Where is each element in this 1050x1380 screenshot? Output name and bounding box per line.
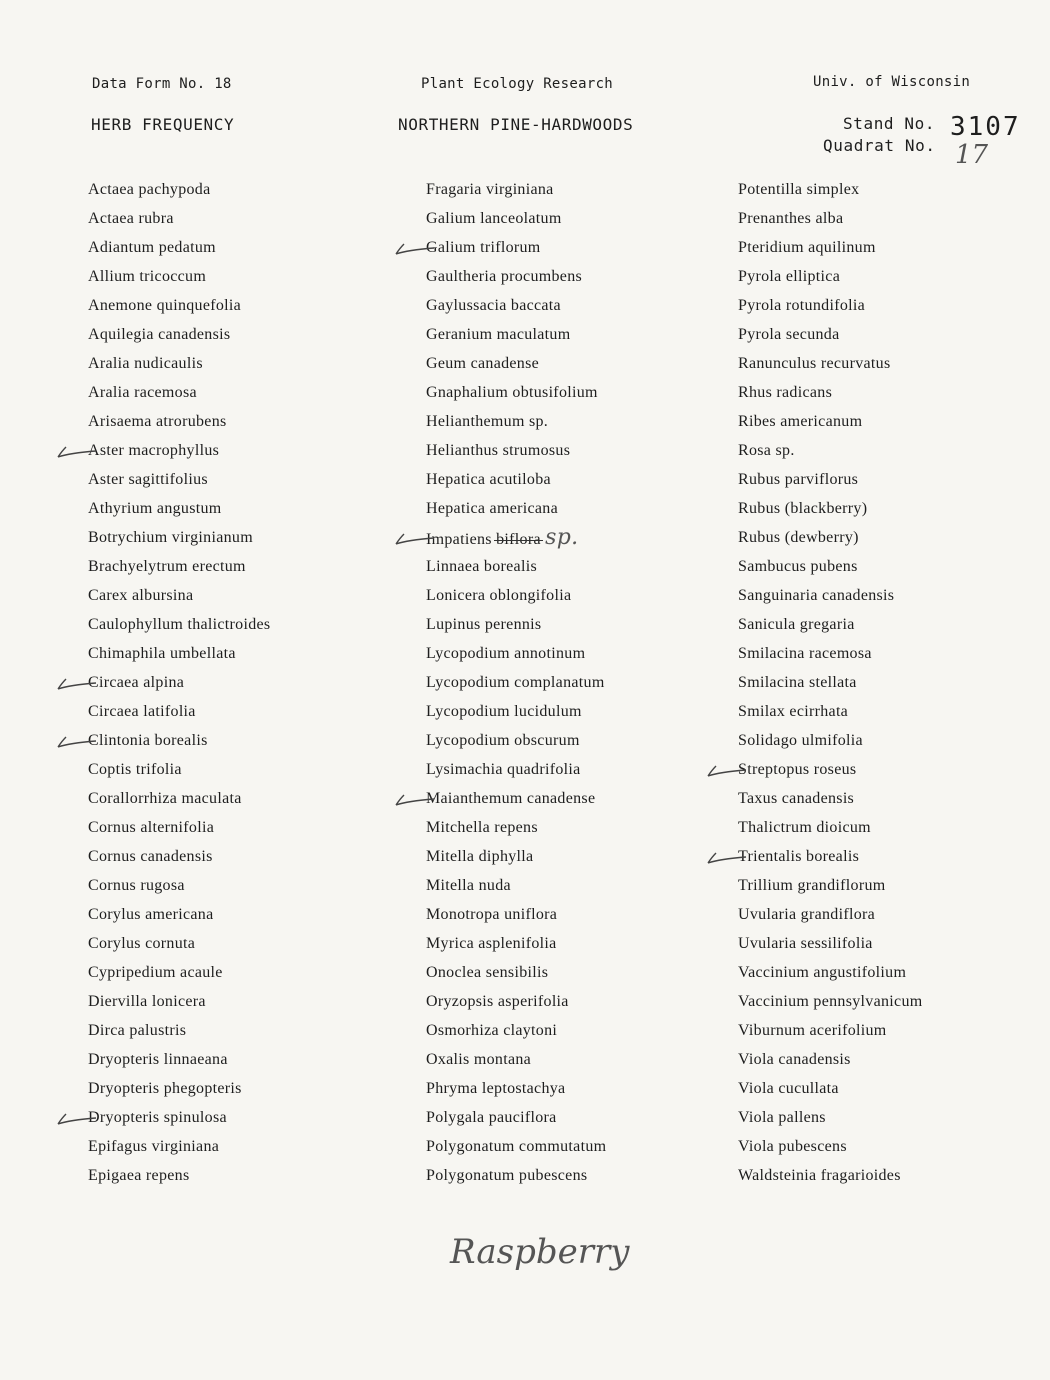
species-name: Rosa sp.: [738, 442, 795, 459]
species-column-2: [426, 178, 606, 1193]
species-name: Cornus alternifolia: [88, 819, 215, 836]
species-row: [88, 497, 270, 526]
species-row: [738, 236, 923, 265]
species-row: [88, 787, 270, 816]
species-name: Vaccinium angustifolium: [738, 964, 907, 981]
species-row: [426, 671, 606, 700]
species-name: Waldsteinia fragarioides: [738, 1167, 901, 1184]
species-row: [88, 207, 270, 236]
species-name: Dryopteris linnaeana: [88, 1051, 228, 1068]
species-row: [426, 845, 606, 874]
organization: Plant Ecology Research: [421, 76, 614, 92]
species-name: Vaccinium pennsylvanicum: [738, 993, 923, 1010]
species-row: [426, 352, 606, 381]
species-row: [88, 932, 270, 961]
species-row: [88, 642, 270, 671]
species-name: Aster macrophyllus: [88, 442, 220, 459]
pencil-check-icon: [706, 847, 742, 867]
pencil-check-icon: [56, 441, 92, 461]
species-row: [426, 236, 606, 265]
species-column-3: [738, 178, 923, 1193]
species-row: [88, 613, 270, 642]
species-row: [738, 874, 923, 903]
species-row: [738, 700, 923, 729]
species-name: Phryma leptostachya: [426, 1080, 566, 1097]
species-row: [738, 497, 923, 526]
species-name: Arisaema atrorubens: [88, 413, 227, 430]
species-row: [738, 410, 923, 439]
species-name: Coptis trifolia: [88, 761, 182, 778]
stand-value: 3107: [950, 112, 1021, 142]
species-row: [426, 932, 606, 961]
species-row: [738, 1164, 923, 1193]
quadrat-value: 17: [955, 140, 989, 170]
species-name: Ribes americanum: [738, 413, 863, 430]
species-name: Dryopteris phegopteris: [88, 1080, 242, 1097]
species-name: Ranunculus recurvatus: [738, 355, 891, 372]
species-name: Oxalis montana: [426, 1051, 532, 1068]
species-row: [426, 990, 606, 1019]
species-row: [738, 352, 923, 381]
species-name: Aralia racemosa: [88, 384, 197, 401]
species-row: [426, 613, 606, 642]
species-name: Rubus parviflorus: [738, 471, 859, 488]
species-name: Trillium grandiflorum: [738, 877, 886, 894]
species-name: Mitella diphylla: [426, 848, 534, 865]
species-row: [738, 1048, 923, 1077]
species-name: Rubus (dewberry): [738, 529, 859, 546]
species-row: [426, 294, 606, 323]
species-name: Circaea latifolia: [88, 703, 196, 720]
species-name: Viola cucullata: [738, 1080, 839, 1097]
species-row: [738, 178, 923, 207]
species-row: [426, 555, 606, 584]
species-row: [738, 613, 923, 642]
species-name: Galium lanceolatum: [426, 210, 562, 227]
species-name: Viola pubescens: [738, 1138, 847, 1155]
species-row: [426, 381, 606, 410]
species-name: Prenanthes alba: [738, 210, 844, 227]
species-row: [426, 323, 606, 352]
species-row: [88, 1048, 270, 1077]
species-row: [738, 294, 923, 323]
species-row: [738, 526, 923, 555]
species-row: [426, 816, 606, 845]
species-row: [738, 787, 923, 816]
form-title: HERB FREQUENCY: [91, 115, 235, 134]
species-row: [426, 265, 606, 294]
species-name: Potentilla simplex: [738, 181, 860, 198]
species-name: Brachyelytrum erectum: [88, 558, 246, 575]
species-row: [738, 207, 923, 236]
species-name: Trientalis borealis: [738, 848, 860, 865]
species-row: [738, 903, 923, 932]
species-row: [426, 642, 606, 671]
species-name: Carex albursina: [88, 587, 194, 604]
species-row: [738, 265, 923, 294]
species-row: [88, 700, 270, 729]
species-row: [426, 1164, 606, 1193]
pencil-check-icon: [394, 789, 430, 809]
species-row: [88, 584, 270, 613]
species-row: [426, 1048, 606, 1077]
species-row: [88, 294, 270, 323]
stand-label: Stand No.: [843, 114, 936, 133]
species-row: [426, 584, 606, 613]
species-row: [426, 758, 606, 787]
university: Univ. of Wisconsin: [813, 74, 971, 90]
species-name: Maianthemum canadense: [426, 790, 596, 807]
species-row: [426, 410, 606, 439]
species-name: Botrychium virginianum: [88, 529, 253, 546]
species-name: Mitella nuda: [426, 877, 511, 894]
species-name: Geum canadense: [426, 355, 540, 372]
species-name: Linnaea borealis: [426, 558, 537, 575]
species-row: [426, 729, 606, 758]
species-row: [88, 1106, 270, 1135]
species-name: Viola pallens: [738, 1109, 826, 1126]
species-name: Circaea alpina: [88, 674, 185, 691]
species-row: [426, 468, 606, 497]
species-name: Smilacina racemosa: [738, 645, 872, 662]
species-row: [738, 1019, 923, 1048]
species-name: Dryopteris spinulosa: [88, 1109, 227, 1126]
species-name: Taxus canadensis: [738, 790, 855, 807]
species-name: Polygonatum commutatum: [426, 1138, 607, 1155]
species-name: Polygala pauciflora: [426, 1109, 557, 1126]
community-title: NORTHERN PINE-HARDWOODS: [398, 115, 634, 134]
species-name: Viola canadensis: [738, 1051, 851, 1068]
species-row: [738, 381, 923, 410]
species-row: [88, 381, 270, 410]
species-name: Diervilla lonicera: [88, 993, 206, 1010]
species-name: Oryzopsis asperifolia: [426, 993, 569, 1010]
handwritten-annotation: sp.: [545, 525, 579, 550]
species-row: [426, 1077, 606, 1106]
species-name: Caulophyllum thalictroides: [88, 616, 271, 633]
species-name: Epigaea repens: [88, 1167, 190, 1184]
species-name: Sambucus pubens: [738, 558, 858, 575]
species-name: Pyrola secunda: [738, 326, 840, 343]
species-row: [88, 323, 270, 352]
species-row: [88, 903, 270, 932]
species-row: [426, 1135, 606, 1164]
species-row: [88, 874, 270, 903]
species-name: Lycopodium obscurum: [426, 732, 580, 749]
species-row: [738, 1106, 923, 1135]
species-name: Smilax ecirrhata: [738, 703, 849, 720]
species-name: Corylus cornuta: [88, 935, 196, 952]
species-row: [738, 729, 923, 758]
species-name: Lycopodium complanatum: [426, 674, 605, 691]
species-name: Helianthemum sp.: [426, 413, 549, 430]
species-name: Pyrola rotundifolia: [738, 297, 866, 314]
species-name: Hepatica americana: [426, 500, 558, 517]
species-row: [738, 816, 923, 845]
species-name: Helianthus strumosus: [426, 442, 571, 459]
species-name: Galium triflorum: [426, 239, 541, 256]
species-row: [88, 468, 270, 497]
species-row: [426, 787, 606, 816]
form-number: Data Form No. 18: [92, 76, 232, 92]
species-row: [88, 236, 270, 265]
species-name: Epifagus virginiana: [88, 1138, 220, 1155]
species-name: Gnaphalium obtusifolium: [426, 384, 598, 401]
pencil-check-icon: [394, 238, 430, 258]
species-row: [426, 526, 606, 555]
species-name: Lysimachia quadrifolia: [426, 761, 581, 778]
species-row: [88, 729, 270, 758]
species-row: [738, 990, 923, 1019]
species-row: [738, 932, 923, 961]
species-column-1: [88, 178, 270, 1193]
species-name: Lycopodium annotinum: [426, 645, 586, 662]
species-name: Corallorrhiza maculata: [88, 790, 242, 807]
species-name: Streptopus roseus: [738, 761, 857, 778]
species-row: [426, 961, 606, 990]
pencil-check-icon: [56, 673, 92, 693]
species-row: [738, 642, 923, 671]
species-name: Thalictrum dioicum: [738, 819, 871, 836]
species-row: [426, 178, 606, 207]
handwritten-note: Raspberry: [450, 1232, 630, 1272]
species-row: [88, 555, 270, 584]
species-row: [738, 323, 923, 352]
species-row: [738, 961, 923, 990]
species-row: [426, 874, 606, 903]
species-row: [426, 207, 606, 236]
species-row: [88, 1164, 270, 1193]
species-name: Chimaphila umbellata: [88, 645, 236, 662]
species-name: Clintonia borealis: [88, 732, 208, 749]
species-name: Actaea pachypoda: [88, 181, 211, 198]
species-row: [426, 903, 606, 932]
species-row: [88, 526, 270, 555]
species-name: Cornus rugosa: [88, 877, 185, 894]
species-name: Lycopodium lucidulum: [426, 703, 582, 720]
struck-epithet: biflora: [496, 531, 541, 548]
species-name: Rhus radicans: [738, 384, 833, 401]
species-row: [738, 1135, 923, 1164]
species-name: Impatiens: [426, 531, 492, 548]
species-name: Osmorhiza claytoni: [426, 1022, 558, 1039]
species-name: Hepatica acutiloba: [426, 471, 551, 488]
species-name: Pyrola elliptica: [738, 268, 841, 285]
species-name: Athyrium angustum: [88, 500, 222, 517]
species-name: Onoclea sensibilis: [426, 964, 549, 981]
species-name: Cypripedium acaule: [88, 964, 223, 981]
species-row: [738, 468, 923, 497]
species-name: Anemone quinquefolia: [88, 297, 242, 314]
species-name: Geranium maculatum: [426, 326, 571, 343]
species-name: Aster sagittifolius: [88, 471, 208, 488]
species-name: Sanguinaria canadensis: [738, 587, 895, 604]
species-row: [88, 845, 270, 874]
species-row: [426, 700, 606, 729]
species-name: Allium tricoccum: [88, 268, 207, 285]
quadrat-label: Quadrat No.: [823, 136, 936, 155]
species-name: Uvularia grandiflora: [738, 906, 876, 923]
species-row: [738, 584, 923, 613]
species-row: [88, 758, 270, 787]
species-row: [738, 758, 923, 787]
species-name: Pteridium aquilinum: [738, 239, 876, 256]
species-name: Dirca palustris: [88, 1022, 187, 1039]
species-row: [426, 439, 606, 468]
species-row: [738, 845, 923, 874]
pencil-check-icon: [394, 528, 430, 548]
pencil-check-icon: [56, 1108, 92, 1128]
species-name: Cornus canadensis: [88, 848, 213, 865]
pencil-check-icon: [706, 760, 742, 780]
species-row: [88, 1077, 270, 1106]
species-row: [88, 1135, 270, 1164]
species-name: Fragaria virginiana: [426, 181, 554, 198]
species-name: Aralia nudicaulis: [88, 355, 203, 372]
species-name: Uvularia sessilifolia: [738, 935, 873, 952]
species-name: Viburnum acerifolium: [738, 1022, 887, 1039]
species-row: [738, 555, 923, 584]
species-name: Lupinus perennis: [426, 616, 542, 633]
species-name: Adiantum pedatum: [88, 239, 216, 256]
species-row: [88, 439, 270, 468]
species-name: Monotropa uniflora: [426, 906, 558, 923]
species-row: [88, 178, 270, 207]
species-row: [738, 1077, 923, 1106]
species-name: Polygonatum pubescens: [426, 1167, 588, 1184]
species-row: [88, 410, 270, 439]
species-name: Gaultheria procumbens: [426, 268, 583, 285]
species-name: Gaylussacia baccata: [426, 297, 561, 314]
species-name: Aquilegia canadensis: [88, 326, 231, 343]
species-row: [738, 439, 923, 468]
species-row: [426, 497, 606, 526]
species-row: [88, 352, 270, 381]
species-name: Rubus (blackberry): [738, 500, 868, 517]
species-row: [426, 1106, 606, 1135]
species-name: Myrica asplenifolia: [426, 935, 557, 952]
species-name: Corylus americana: [88, 906, 214, 923]
species-name: Smilacina stellata: [738, 674, 857, 691]
species-row: [88, 1019, 270, 1048]
species-row: [88, 990, 270, 1019]
species-row: [88, 671, 270, 700]
species-name: Solidago ulmifolia: [738, 732, 863, 749]
pencil-check-icon: [56, 731, 92, 751]
species-name: Sanicula gregaria: [738, 616, 855, 633]
species-name: Lonicera oblongifolia: [426, 587, 572, 604]
species-row: [426, 1019, 606, 1048]
species-name: Actaea rubra: [88, 210, 174, 227]
species-row: [88, 961, 270, 990]
species-name: Mitchella repens: [426, 819, 538, 836]
species-row: [88, 816, 270, 845]
species-row: [88, 265, 270, 294]
species-row: [738, 671, 923, 700]
